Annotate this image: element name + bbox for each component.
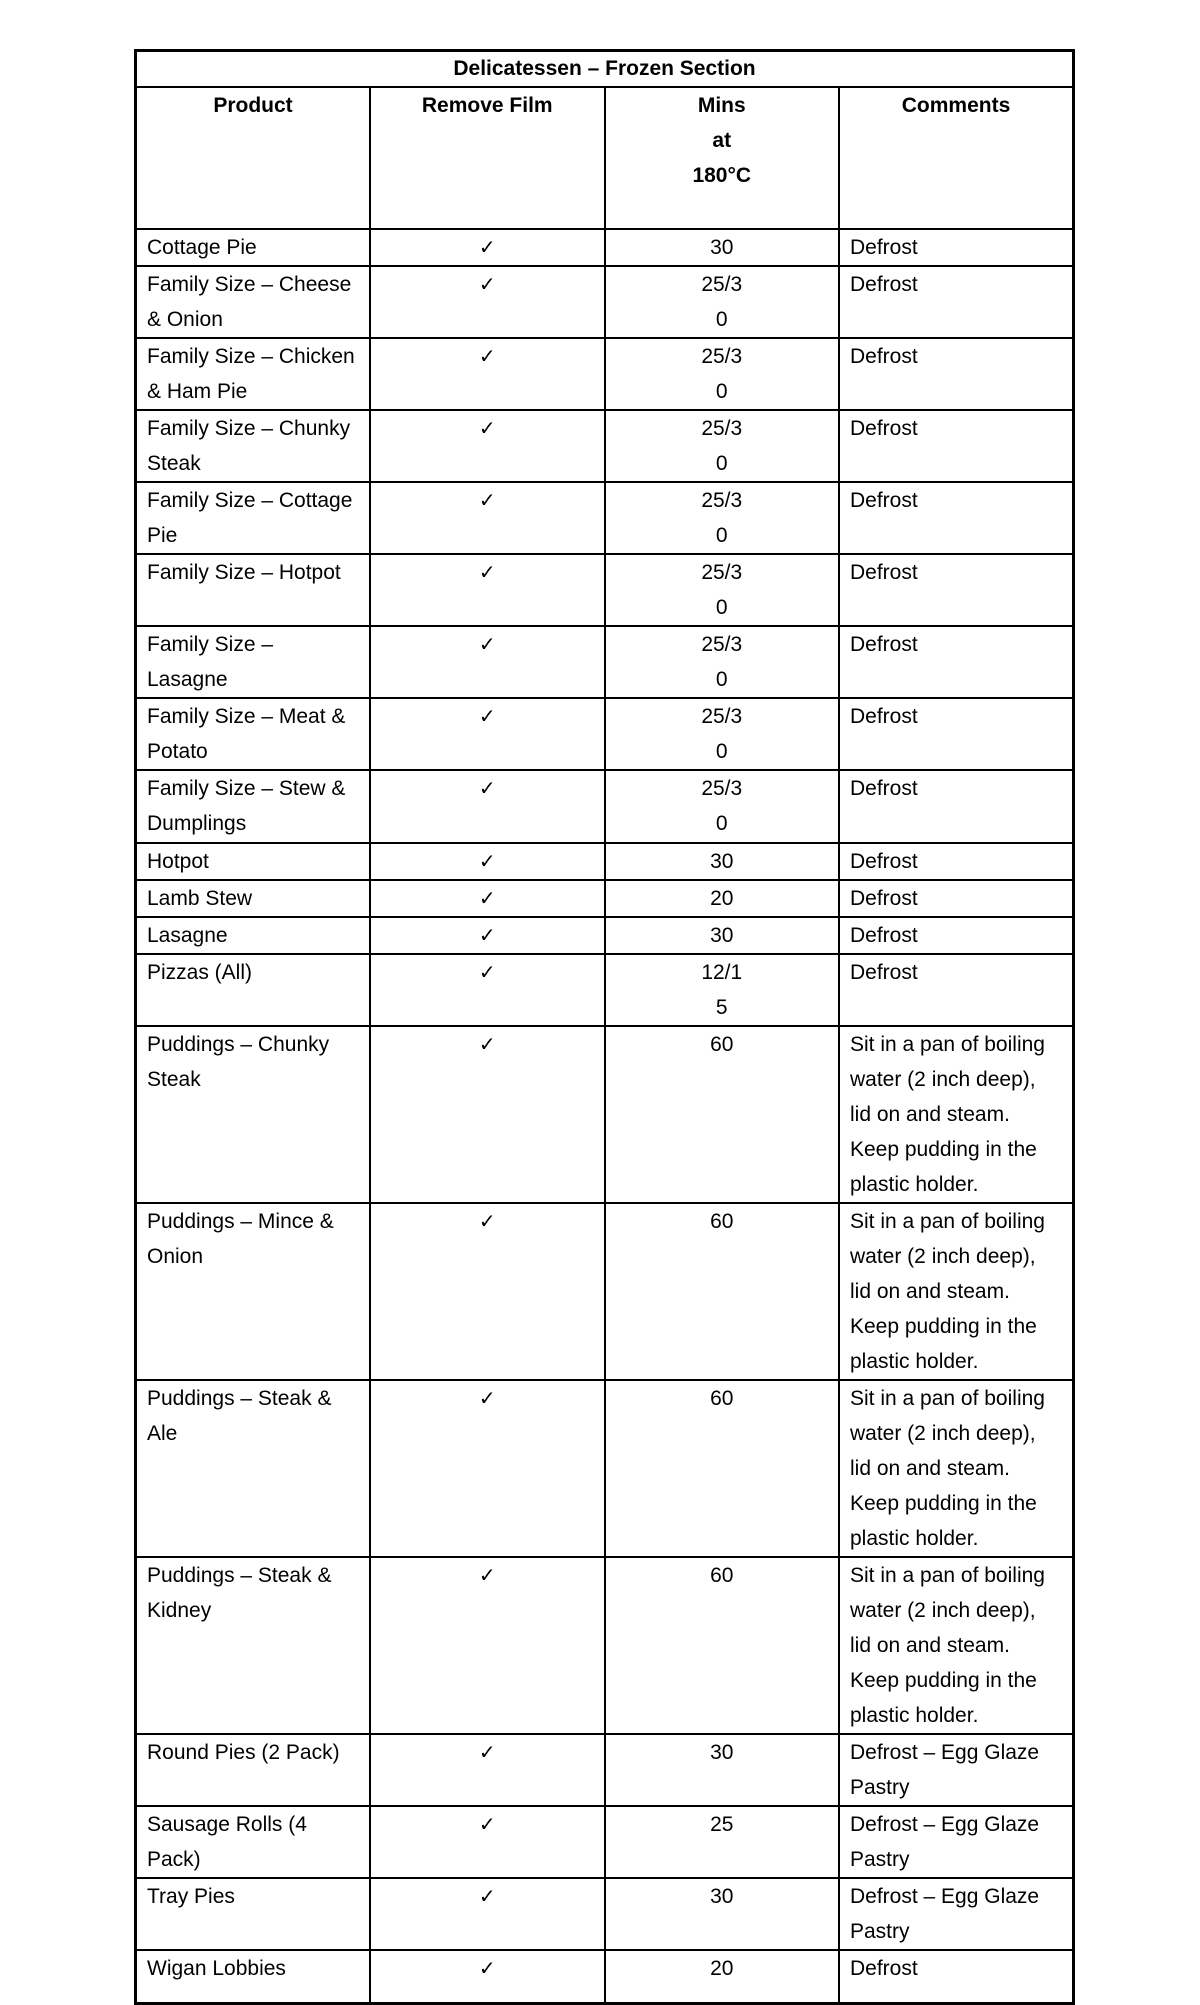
comments-cell: Defrost – Egg Glaze Pastry bbox=[839, 1734, 1074, 1806]
mins-cell bbox=[605, 954, 840, 1026]
remove-film-cell bbox=[370, 1734, 605, 1806]
mins-value: 12/15 bbox=[701, 961, 743, 1019]
table-row bbox=[136, 1806, 1074, 1878]
remove-film-cell bbox=[370, 1203, 605, 1380]
table-row bbox=[136, 410, 1074, 482]
mins-cell bbox=[605, 554, 840, 626]
checkmark-icon: ✓ bbox=[478, 1388, 496, 1410]
comments-cell: Defrost – Egg Glaze Pastry bbox=[839, 1806, 1074, 1878]
checkmark-icon: ✓ bbox=[478, 888, 496, 910]
comments-cell: Defrost bbox=[839, 698, 1074, 770]
product-cell: Family Size – Lasagne bbox=[136, 626, 371, 698]
comments-cell: Defrost bbox=[839, 229, 1074, 266]
comments-cell: Defrost bbox=[839, 917, 1074, 954]
comments-cell: Defrost bbox=[839, 410, 1074, 482]
mins-cell bbox=[605, 626, 840, 698]
comments-cell: Defrost bbox=[839, 1950, 1074, 2003]
product-cell: Puddings – Steak & Ale bbox=[136, 1380, 371, 1557]
table-row bbox=[136, 1026, 1074, 1203]
mins-value: 25/30 bbox=[701, 345, 743, 403]
comments-cell: Defrost bbox=[839, 954, 1074, 1026]
checkmark-icon: ✓ bbox=[478, 1211, 496, 1233]
mins-cell bbox=[605, 1203, 840, 1380]
checkmark-icon: ✓ bbox=[478, 1886, 496, 1908]
comments-cell: Defrost bbox=[839, 843, 1074, 880]
mins-cell bbox=[605, 1380, 840, 1557]
product-cell: Family Size – Hotpot bbox=[136, 554, 371, 626]
header-mins bbox=[605, 87, 840, 229]
table-title: Delicatessen – Frozen Section bbox=[136, 51, 1074, 88]
mins-cell bbox=[605, 1950, 840, 2003]
product-cell: Puddings – Mince & Onion bbox=[136, 1203, 371, 1380]
mins-cell bbox=[605, 917, 840, 954]
table-row bbox=[136, 770, 1074, 843]
product-cell: Sausage Rolls (4 Pack) bbox=[136, 1806, 371, 1878]
remove-film-cell bbox=[370, 554, 605, 626]
mins-value: 30 bbox=[710, 1741, 734, 1764]
product-cell: Lasagne bbox=[136, 917, 371, 954]
table-row bbox=[136, 266, 1074, 338]
remove-film-cell bbox=[370, 410, 605, 482]
product-cell: Puddings – Chunky Steak bbox=[136, 1026, 371, 1203]
mins-cell bbox=[605, 338, 840, 410]
remove-film-cell bbox=[370, 843, 605, 880]
mins-value: 30 bbox=[710, 924, 734, 947]
table-row bbox=[136, 338, 1074, 410]
checkmark-icon: ✓ bbox=[478, 634, 496, 656]
mins-value: 20 bbox=[710, 887, 734, 910]
mins-value: 30 bbox=[710, 850, 734, 873]
checkmark-icon: ✓ bbox=[478, 418, 496, 440]
product-cell: Hotpot bbox=[136, 843, 371, 880]
mins-cell bbox=[605, 266, 840, 338]
remove-film-cell bbox=[370, 266, 605, 338]
comments-cell: Defrost bbox=[839, 338, 1074, 410]
checkmark-icon: ✓ bbox=[478, 1565, 496, 1587]
product-cell: Family Size – Chicken & Ham Pie bbox=[136, 338, 371, 410]
remove-film-cell bbox=[370, 229, 605, 266]
checkmark-icon: ✓ bbox=[478, 706, 496, 728]
comments-cell: Defrost bbox=[839, 770, 1074, 843]
frozen-section-table bbox=[134, 49, 1075, 2005]
product-cell: Tray Pies bbox=[136, 1878, 371, 1950]
mins-cell bbox=[605, 1557, 840, 1734]
remove-film-cell bbox=[370, 626, 605, 698]
table-row bbox=[136, 843, 1074, 880]
checkmark-icon: ✓ bbox=[478, 1742, 496, 1764]
mins-cell bbox=[605, 1878, 840, 1950]
table-row bbox=[136, 482, 1074, 554]
mins-value: 30 bbox=[710, 236, 734, 259]
table-row bbox=[136, 1380, 1074, 1557]
checkmark-icon: ✓ bbox=[478, 1814, 496, 1836]
mins-cell bbox=[605, 770, 840, 843]
table-row bbox=[136, 1203, 1074, 1380]
comments-cell: Defrost – Egg Glaze Pastry bbox=[839, 1878, 1074, 1950]
mins-value: 25 bbox=[710, 1813, 734, 1836]
remove-film-cell bbox=[370, 770, 605, 843]
product-cell: Lamb Stew bbox=[136, 880, 371, 917]
comments-cell: Sit in a pan of boiling water (2 inch deep), lid on and steam. Keep pudding in the plastic holder. bbox=[839, 1203, 1074, 1380]
remove-film-cell bbox=[370, 1557, 605, 1734]
comments-cell: Sit in a pan of boiling water (2 inch deep), lid on and steam. Keep pudding in the plastic holder. bbox=[839, 1026, 1074, 1203]
header-product: Product bbox=[136, 87, 371, 229]
remove-film-cell bbox=[370, 1950, 605, 2003]
mins-value: 25/30 bbox=[701, 273, 743, 331]
product-cell: Pizzas (All) bbox=[136, 954, 371, 1026]
checkmark-icon: ✓ bbox=[478, 346, 496, 368]
checkmark-icon: ✓ bbox=[478, 962, 496, 984]
checkmark-icon: ✓ bbox=[478, 562, 496, 584]
checkmark-icon: ✓ bbox=[478, 1958, 496, 1980]
header-comments: Comments bbox=[839, 87, 1074, 229]
mins-cell bbox=[605, 1734, 840, 1806]
checkmark-icon: ✓ bbox=[478, 1034, 496, 1056]
table-row bbox=[136, 1557, 1074, 1734]
remove-film-cell bbox=[370, 880, 605, 917]
mins-cell bbox=[605, 1806, 840, 1878]
comments-cell: Defrost bbox=[839, 482, 1074, 554]
product-cell: Cottage Pie bbox=[136, 229, 371, 266]
mins-value: 60 bbox=[710, 1564, 734, 1587]
mins-cell bbox=[605, 482, 840, 554]
comments-cell: Defrost bbox=[839, 626, 1074, 698]
remove-film-cell bbox=[370, 917, 605, 954]
mins-value: 25/30 bbox=[701, 705, 743, 763]
mins-value: 25/30 bbox=[701, 417, 743, 475]
mins-cell bbox=[605, 1026, 840, 1203]
mins-cell bbox=[605, 880, 840, 917]
product-cell: Round Pies (2 Pack) bbox=[136, 1734, 371, 1806]
mins-cell bbox=[605, 698, 840, 770]
mins-cell bbox=[605, 229, 840, 266]
product-cell: Family Size – Meat & Potato bbox=[136, 698, 371, 770]
table-row bbox=[136, 1950, 1074, 2003]
mins-value: 25/30 bbox=[701, 561, 743, 619]
product-cell: Family Size – Chunky Steak bbox=[136, 410, 371, 482]
table-row bbox=[136, 880, 1074, 917]
table-row bbox=[136, 1878, 1074, 1950]
table-row bbox=[136, 917, 1074, 954]
mins-cell bbox=[605, 843, 840, 880]
remove-film-cell bbox=[370, 1878, 605, 1950]
table-row bbox=[136, 626, 1074, 698]
remove-film-cell bbox=[370, 1026, 605, 1203]
product-cell: Wigan Lobbies bbox=[136, 1950, 371, 2003]
comments-cell: Defrost bbox=[839, 880, 1074, 917]
mins-value: 60 bbox=[710, 1387, 734, 1410]
table-row bbox=[136, 554, 1074, 626]
mins-value: 25/30 bbox=[701, 489, 743, 547]
remove-film-cell bbox=[370, 1806, 605, 1878]
mins-value: 60 bbox=[710, 1210, 734, 1233]
mins-value: 25/30 bbox=[701, 777, 743, 835]
table-row bbox=[136, 229, 1074, 266]
checkmark-icon: ✓ bbox=[478, 851, 496, 873]
mins-value: 30 bbox=[710, 1885, 734, 1908]
product-cell: Family Size – Cheese & Onion bbox=[136, 266, 371, 338]
checkmark-icon: ✓ bbox=[478, 925, 496, 947]
product-cell: Puddings – Steak & Kidney bbox=[136, 1557, 371, 1734]
comments-cell: Sit in a pan of boiling water (2 inch deep), lid on and steam. Keep pudding in the plastic holder. bbox=[839, 1380, 1074, 1557]
table-row bbox=[136, 698, 1074, 770]
checkmark-icon: ✓ bbox=[478, 490, 496, 512]
mins-cell bbox=[605, 410, 840, 482]
mins-value: 60 bbox=[710, 1033, 734, 1056]
checkmark-icon: ✓ bbox=[478, 778, 496, 800]
product-cell: Family Size – Stew & Dumplings bbox=[136, 770, 371, 843]
remove-film-cell bbox=[370, 698, 605, 770]
mins-value: 20 bbox=[710, 1957, 734, 1980]
header-mins-label: Mins at 180°C bbox=[692, 94, 752, 187]
table-row bbox=[136, 1734, 1074, 1806]
checkmark-icon: ✓ bbox=[478, 274, 496, 296]
product-cell: Family Size – Cottage Pie bbox=[136, 482, 371, 554]
remove-film-cell bbox=[370, 954, 605, 1026]
remove-film-cell bbox=[370, 482, 605, 554]
comments-cell: Defrost bbox=[839, 266, 1074, 338]
remove-film-cell bbox=[370, 1380, 605, 1557]
table-row bbox=[136, 954, 1074, 1026]
header-remove-film: Remove Film bbox=[370, 87, 605, 229]
remove-film-cell bbox=[370, 338, 605, 410]
checkmark-icon: ✓ bbox=[478, 237, 496, 259]
comments-cell: Sit in a pan of boiling water (2 inch deep), lid on and steam. Keep pudding in the plastic holder. bbox=[839, 1557, 1074, 1734]
comments-cell: Defrost bbox=[839, 554, 1074, 626]
mins-value: 25/30 bbox=[701, 633, 743, 691]
